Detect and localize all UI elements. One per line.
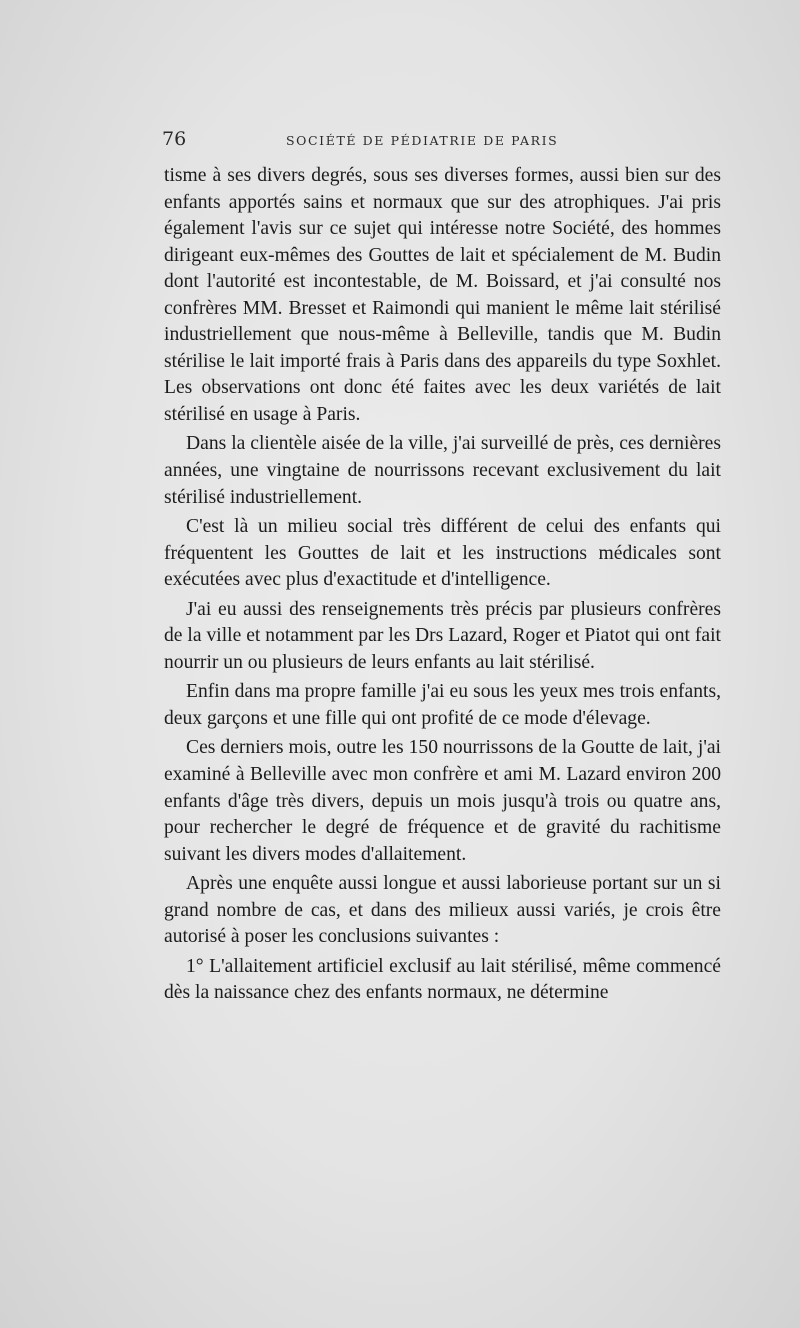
paragraph-1: tisme à ses divers degrés, sous ses diverses formes, aussi bien sur des enfants apportés sains et normaux que sur des atrophiques. J'ai pris également l'avis sur ce sujet qui intéresse notre Société, des hommes dirigeant eux-mêmes des Gouttes de lait et spécialement de M. Budin dont l'autorité est incontestable, de M. Boissard, et j'ai consulté nos confrères MM. Bresset et Raimondi qui manient le même lait stérilisé industriellement que nous-même à Belleville, tandis que M. Budin stérilise le lait importé frais à Paris dans des appareils du type Soxhlet. Les observations ont donc été faites avec les deux variétés de lait stérilisé en usage à Paris.	[164, 165, 721, 425]
paragraph-3: C'est là un milieu social très différent de celui des enfants qui fréquentent les Gouttes de lait et les instructions médicales sont exécutées avec plus d'exactitude et d'intelligence.	[164, 516, 721, 591]
body-text	[164, 163, 721, 1007]
paragraph-5: Enfin dans ma propre famille j'ai eu sous les yeux mes trois enfants, deux garçons et une fille qui ont profité de ce mode d'élevage.	[164, 681, 721, 729]
running-head: SOCIÉTÉ DE PÉDIATRIE DE PARIS	[286, 133, 559, 148]
paragraph-8: 1° L'allaitement artificiel exclusif au lait stérilisé, même commencé dès la naissance chez des enfants normaux, ne détermine	[164, 955, 721, 1004]
paragraph-2: Dans la clientèle aisée de la ville, j'ai surveillé de près, ces dernières années, une vingtaine de nourrissons recevant exclusivement du lait stérilisé industriellement.	[164, 433, 721, 508]
page-header	[162, 128, 722, 152]
paragraph-6: Ces derniers mois, outre les 150 nourrissons de la Goutte de lait, j'ai examiné à Belleville avec mon confrère et ami M. Lazard environ 200 enfants d'âge très divers, depuis un mois jusqu'à trois ou quatre ans, pour rechercher le degré de fréquence et de gravité du rachitisme suivant les divers modes d'allaitement.	[164, 737, 721, 865]
paragraph-7: Après une enquête aussi longue et aussi laborieuse portant sur un si grand nombre de cas, et dans des milieux aussi variés, je crois être autorisé à poser les conclusions suivantes :	[164, 873, 721, 948]
page-number: 76	[162, 128, 187, 150]
paragraph-4: J'ai eu aussi des renseignements très précis par plusieurs confrères de la ville et notamment par les Drs Lazard, Roger et Piatot qui ont fait nourrir un ou plusieurs de leurs enfants au lait stérilisé.	[164, 598, 721, 673]
